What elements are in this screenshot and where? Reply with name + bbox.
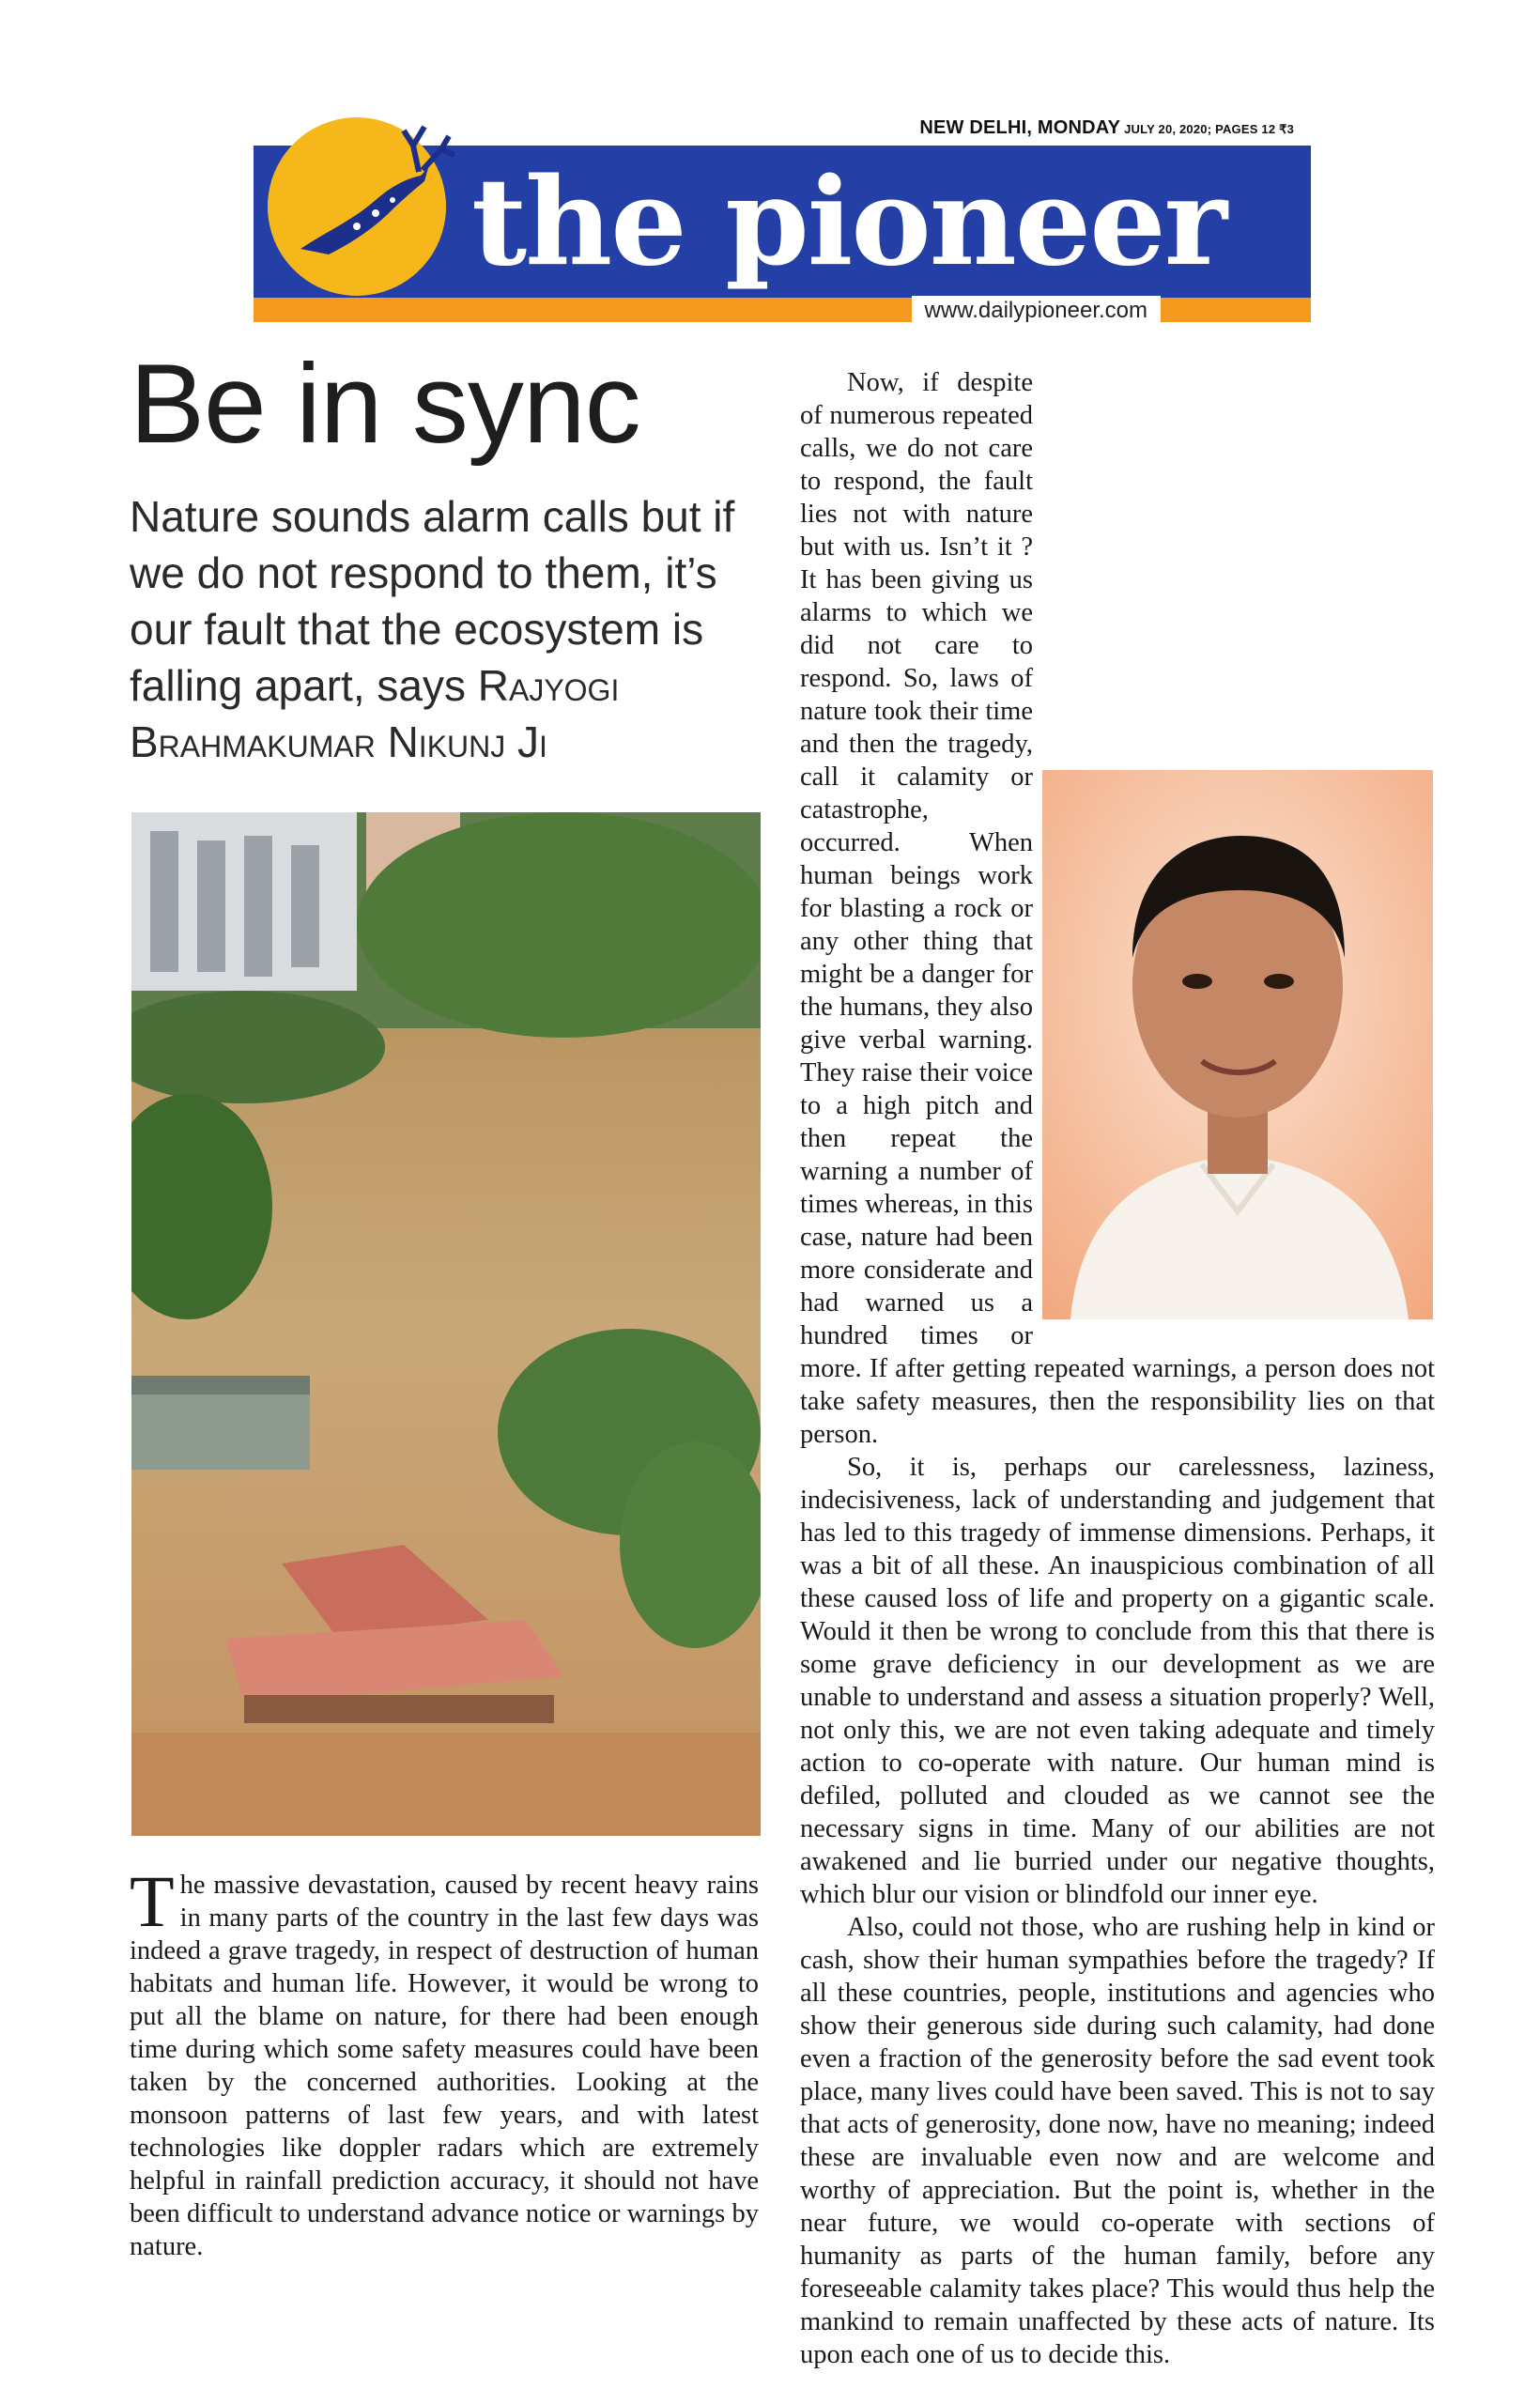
- article-body-left: [130, 1860, 759, 2263]
- dateline-issue-info: JULY 20, 2020; PAGES 12 ₹3: [1124, 122, 1294, 136]
- deer-sun-logo-icon: [263, 89, 460, 305]
- portrait-wrap-space: [1033, 366, 1435, 1322]
- article-deck: [130, 488, 778, 770]
- drop-cap: T: [130, 1860, 175, 1942]
- article-headline: Be in sync: [130, 341, 640, 467]
- article-body-right: [800, 366, 1435, 2371]
- masthead: [254, 89, 1311, 329]
- dateline-place-day: NEW DELHI, MONDAY: [919, 117, 1121, 138]
- byline: Rajyogi Brahmakumar Nikunj Ji: [130, 661, 620, 766]
- masthead-title: the pioneer: [471, 152, 1226, 293]
- dateline: [919, 117, 1294, 146]
- body-paragraph: Also, could not those, who are rushing help in kind or cash, show their human sympathies before the tragedy? If all these countries, people, institutions and agencies who show their generous side during such calamity, had done even a fraction of the generosity before the sad event took place, many lives could have been saved. This is not to say that acts of generosity, done now, have no meaning; indeed these are invaluable even now and are welcome and worthy of appreciation. But the point is, whether in the near future, we would co-operate with sections of humanity as parts of the human family, before any foreseeable calamity takes place? This would thus help the mankind to remain unaffected by these acts of nature. Its upon each one of us to decide this.: [800, 1913, 1435, 2369]
- deck-text: Nature sounds alarm calls but if we do not respond to them, it’s our fault that the ecosystem is falling apart, says: [130, 492, 735, 710]
- flood-photo: [131, 812, 761, 1836]
- body-paragraph: [130, 1860, 759, 2263]
- body-paragraph-text: he massive devastation, caused by recent heavy rains in many parts of the country in the last few days was indeed a grave tragedy, in respect of destruction of human habitats and human life. However, it would be wrong to put all the blame on nature, for there had been enough time during which some safety measures could have been taken by the concerned authorities. Looking at the monsoon patterns of last few years, and with latest technologies like doppler radars which are extremely helpful in rainfall prediction accuracy, it should not have been difficult to understand advance notice or warnings by nature.: [130, 1871, 759, 2261]
- body-paragraph: Now, if despite of numerous repeated calls, we do not care to respond, the fault lies not with nature but with us. Isn’t it ? It has been giving us alarms to which we did not care to respond. So, laws of nature took their time and then the tragedy, call it calamity or catastrophe, occurred. When human beings work for blasting a rock or any other thing that might be a danger for the humans, they also give verbal warning. They raise their voice to a high pitch and then repeat the warning a number of times whereas, in this case, nature had been more considerate and had warned us a hundred times or more. If after getting repeated warnings, a person does not take safety measures, then the responsibility lies on that person.: [800, 368, 1435, 1449]
- body-paragraph: So, it is, perhaps our carelessness, laziness, indecisiveness, lack of understanding and judgement that has led to this tragedy of immense dimensions. Perhaps, it was a bit of all these. An inauspicious combination of all these caused loss of life and property on a gigantic scale. Would it then be wrong to conclude from this that there is some grave deficiency in our development as we are unable to understand and assess a situation properly? Well, not only this, we are not even taking adequate and timely action to co-operate with nature. Our human mind is defiled, polluted and clouded as we cannot see the necessary signs in time. Many of our abilities are not awakened and lie burried under our negative thoughts, which blur our vision or blindfold our inner eye.: [800, 1453, 1435, 1909]
- masthead-url[interactable]: www.dailypioneer.com: [912, 296, 1161, 326]
